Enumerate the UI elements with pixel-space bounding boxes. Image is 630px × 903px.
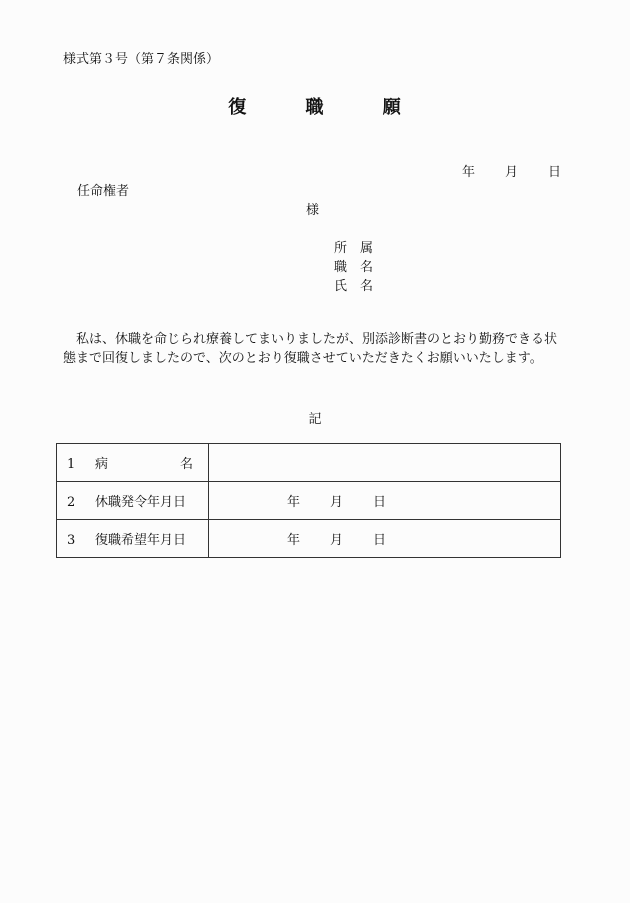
row-label: 病 名 [95,457,193,472]
illness-value-cell [209,444,561,482]
day-label: 日 [373,495,387,510]
return-date-label-cell [57,520,209,558]
details-table [56,443,561,558]
leave-date-value-cell [209,482,561,520]
row-number: 2 [67,495,76,510]
table-row [57,444,561,482]
document-title [0,93,630,119]
year-label: 年 [287,533,301,548]
title-char-1: 復 [228,97,248,118]
day-label: 日 [373,533,387,548]
title-char-3: 願 [382,97,402,118]
month-label: 月 [330,533,344,548]
name-label: 氏 名 [334,279,374,294]
month-label: 月 [330,495,344,510]
table-row [57,520,561,558]
date-year-label: 年 [462,165,476,180]
submission-date [462,161,561,180]
leave-date-label-cell [57,482,209,520]
title-char-2: 職 [305,97,325,118]
return-date-value-cell [209,520,561,558]
row-number: 1 [67,457,76,472]
ki-heading: 記 [308,412,322,427]
form-number: 様式第３号（第７条関係） [63,52,220,67]
job-title-label: 職 名 [334,260,374,275]
affiliation-label: 所 属 [334,241,374,256]
row-label: 休職発令年月日 [95,495,187,510]
year-label: 年 [287,495,301,510]
appointer-label: 任命権者 [77,184,130,199]
honorific-sama: 様 [306,203,320,218]
table-row [57,482,561,520]
date-day-label: 日 [548,165,562,180]
date-month-label: 月 [505,165,519,180]
request-body-text: 私は、休職を命じられ療養してまいりましたが、別添診断書のとおり勤務できる状態まで回復しましたので、次のとおり復職させていただきたくお願いいたします。 [63,332,558,366]
illness-label-cell [57,444,209,482]
row-label: 復職希望年月日 [95,533,187,548]
row-number: 3 [67,533,76,548]
